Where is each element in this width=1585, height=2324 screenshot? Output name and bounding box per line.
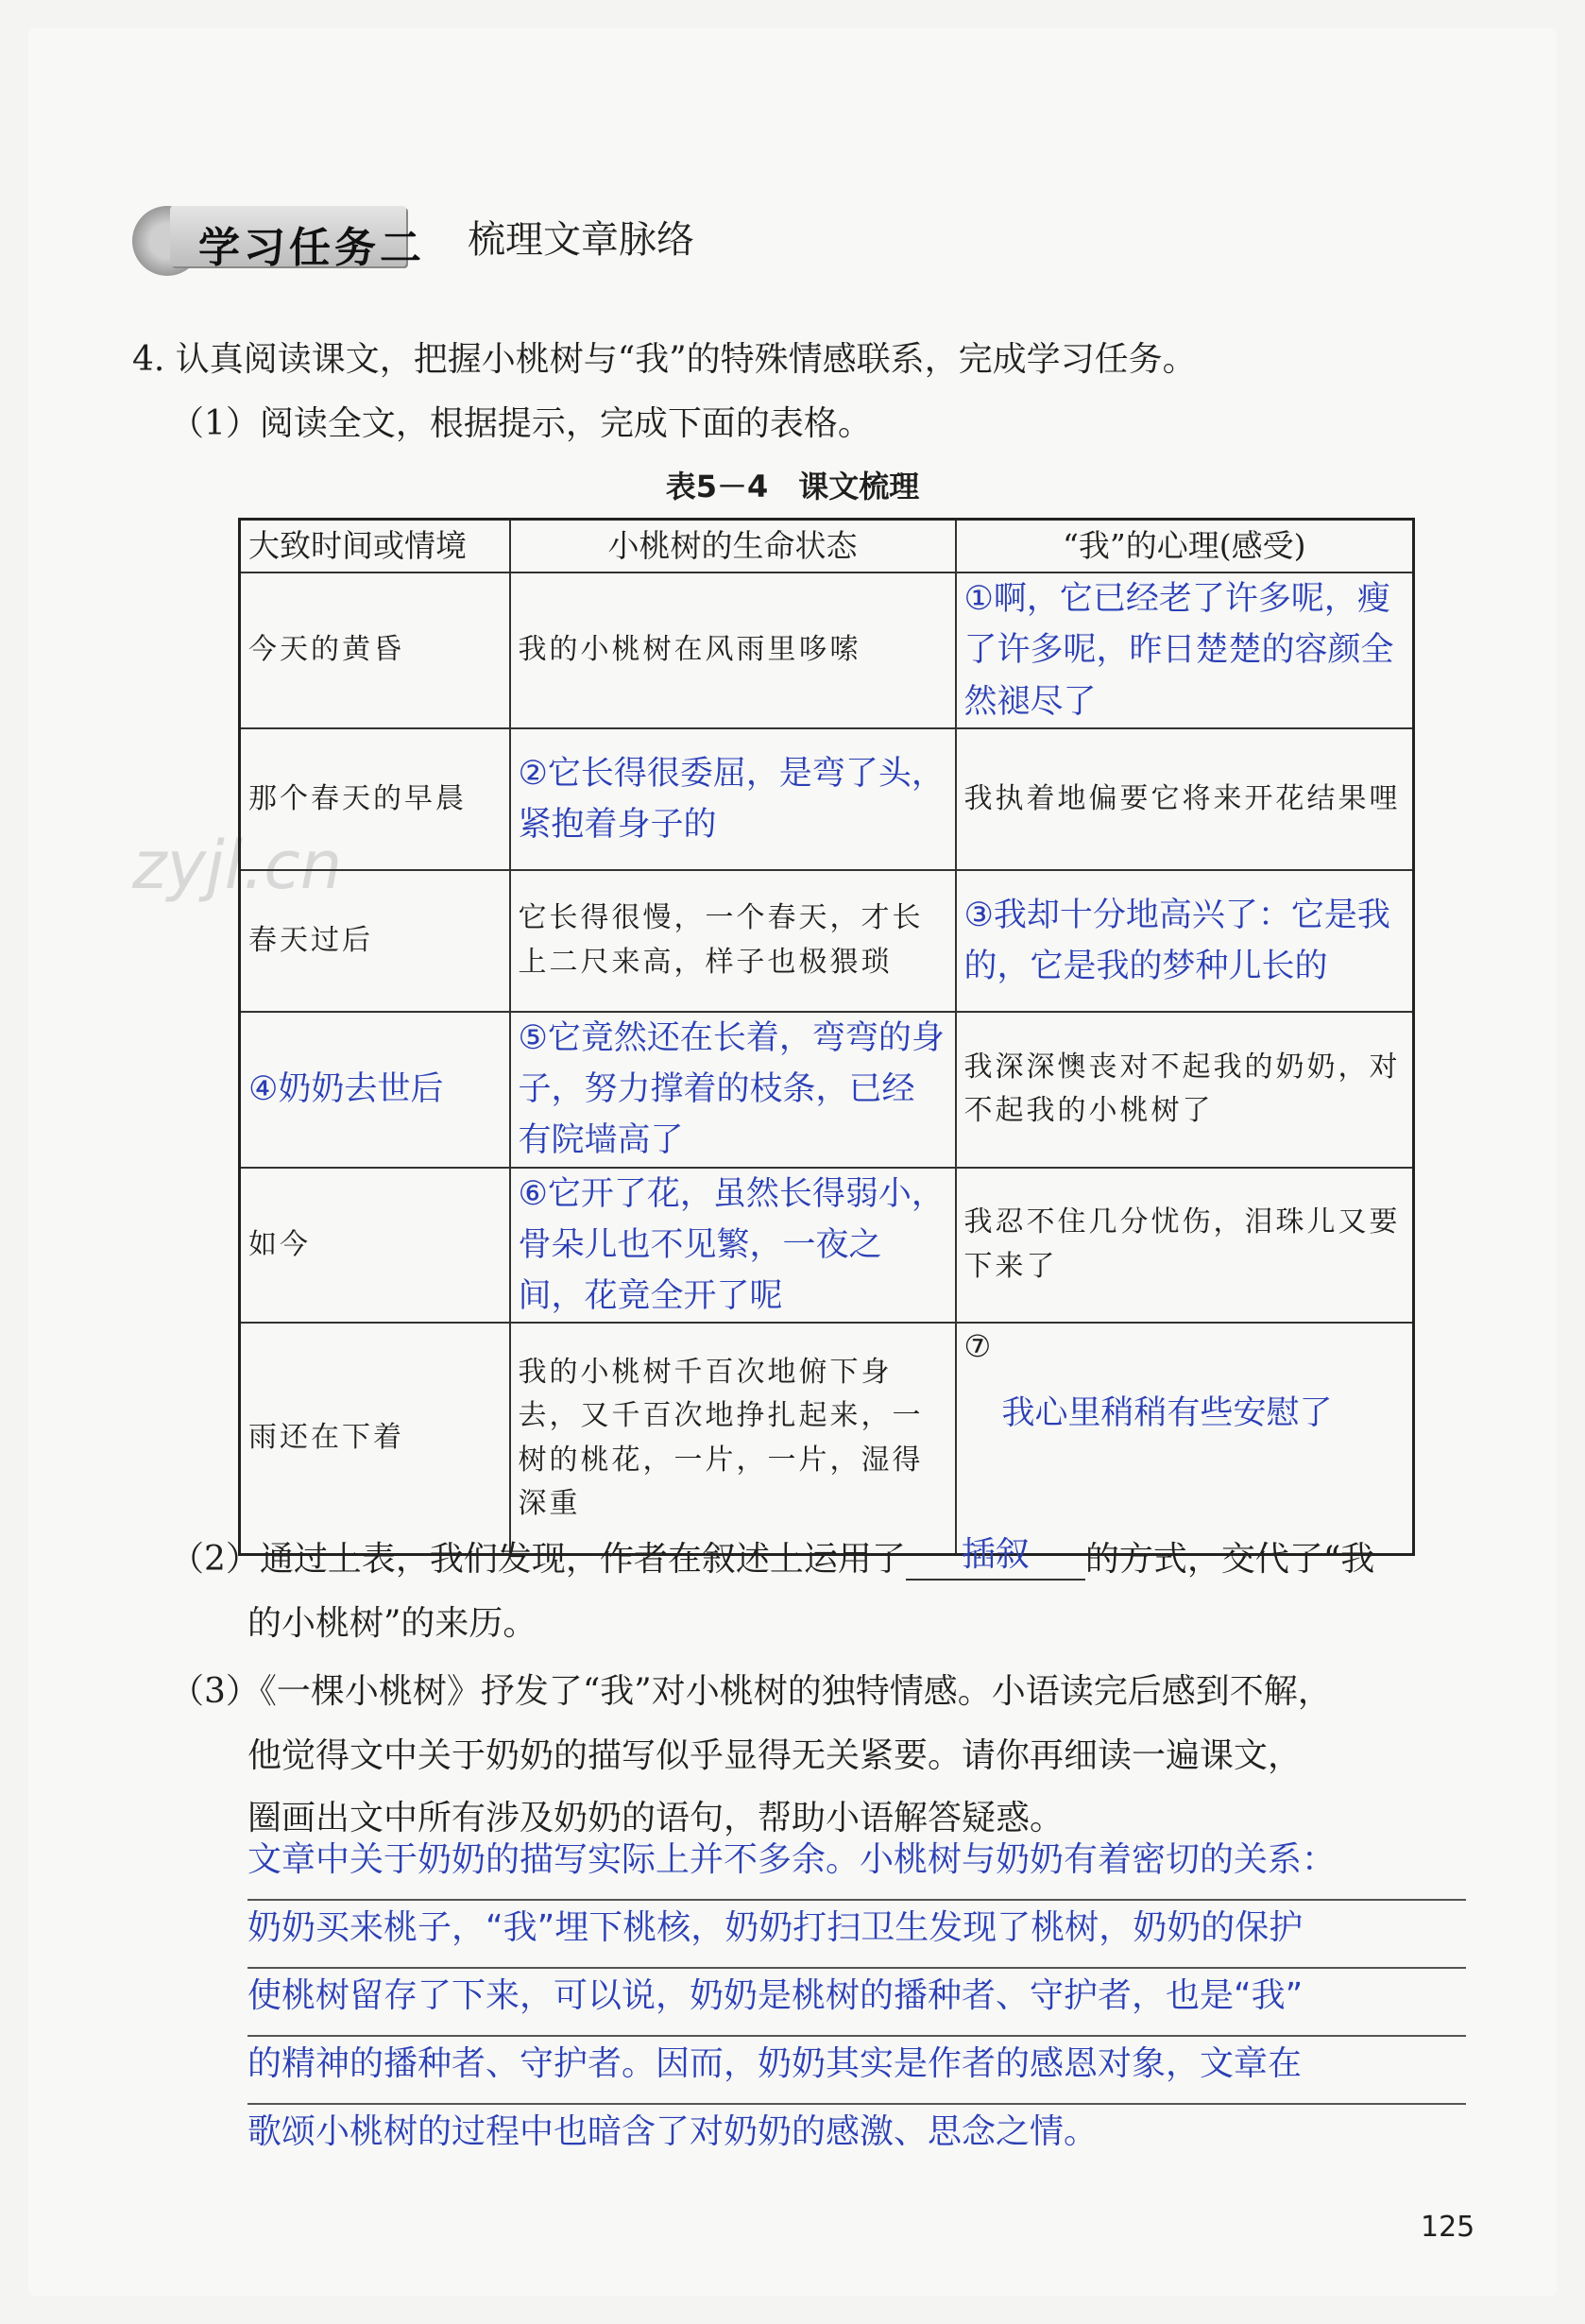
cell-number: ⑦ (963, 1328, 992, 1365)
cell-state-text: ⑥它开了花，虽然长得弱小，骨朵儿也不见繁，一夜之间，花竟全开了呢 (518, 1174, 945, 1315)
table-header-row (240, 520, 1414, 573)
cell-feeling-text: 我心里稍稍有些安慰了 (1001, 1393, 1333, 1432)
question-4: 4. 认真阅读课文，把握小桃树与“我”的特殊情感联系，完成学习任务。 (132, 340, 1197, 379)
cell-feeling-text: 我忍不住几分忧伤，泪珠儿又要下来了 (963, 1205, 1401, 1283)
cell-feeling-text: 我深深懊丧对不起我的奶奶，对不起我的小桃树了 (963, 1050, 1401, 1128)
cell-state (510, 572, 956, 728)
cell-feeling-text: ①啊，它已经老了许多呢，瘦了许多呢，昨日楚楚的容颜全然褪尽了 (963, 580, 1394, 721)
cell-state (510, 1168, 956, 1324)
cell-time (240, 1323, 510, 1554)
sub-question-3-line2: 他觉得文中关于奶奶的描写似乎显得无关紧要。请你再细读一遍课文， (247, 1736, 1303, 1775)
cell-feeling (956, 1012, 1414, 1168)
cell-state-text: 它长得很慢，一个春天，才长上二尺来高，样子也极猥琐 (518, 901, 924, 979)
cell-time (240, 870, 510, 1012)
cell-time (240, 1168, 510, 1324)
cell-feeling (956, 1168, 1414, 1324)
cell-time-text: 那个春天的早晨 (248, 781, 467, 815)
cell-time (240, 728, 510, 870)
section-banner (132, 200, 425, 274)
cell-feeling-text: 我执着地偏要它将来开花结果哩 (963, 781, 1401, 815)
table-caption: 表5－4 课文梳理 (665, 469, 920, 504)
table-row (240, 870, 1414, 1012)
section-title: 梳理文章脉络 (468, 218, 694, 262)
sub-question-3-line1: （3）《一棵小桃树》抒发了“我”对小桃树的独特情感。小语读完后感到不解， (170, 1672, 1332, 1711)
cell-time (240, 1012, 510, 1168)
cell-feeling (956, 572, 1414, 728)
cell-time-text: 春天过后 (248, 923, 373, 957)
answer-line: 歌颂小桃树的过程中也暗含了对奶奶的感激、思念之情。 (247, 2112, 1099, 2151)
sub2-before: （2）通过上表，我们发现，作者在叙述上运用了 (170, 1540, 906, 1579)
answer-line: 的精神的播种者、守护者。因而，奶奶其实是作者的感恩对象，文章在 (247, 2037, 1466, 2105)
cell-state-text: ⑤它竟然还在长着，弯弯的身子，努力撑着的枝条，已经有院墙高了 (518, 1018, 945, 1160)
table-row (240, 1323, 1414, 1554)
section-badge: 学习任务二 (198, 224, 425, 272)
cell-feeling (956, 870, 1414, 1012)
watermark: zyjl.cn (132, 827, 343, 904)
table-row (240, 572, 1414, 728)
cell-state-text: 我的小桃树千百次地俯下身去，又千百次地挣扎起来，一树的桃花，一片，一片，湿得深重 (518, 1355, 924, 1520)
answer-blank[interactable] (906, 1535, 1085, 1581)
cell-feeling-text: ③我却十分地高兴了：它是我的，它是我的梦种儿长的 (963, 896, 1390, 985)
cell-state (510, 728, 956, 870)
answer-line: 使桃树留存了下来，可以说，奶奶是桃树的播种者、守护者，也是“我” (247, 1969, 1466, 2037)
cell-time (240, 572, 510, 728)
cell-state (510, 1323, 956, 1554)
sub-question-1: （1）阅读全文，根据提示，完成下面的表格。 (170, 404, 872, 443)
sub2-after: 的方式，交代了“我 (1084, 1540, 1375, 1579)
cell-state (510, 1012, 956, 1168)
answer-line: 奶奶买来桃子，“我”埋下桃核，奶奶打扫卫生发现了桃树，奶奶的保护 (247, 1901, 1466, 1969)
sub-question-2 (170, 1532, 1374, 1581)
outline-table (238, 518, 1415, 1556)
cell-state-text: ②它长得很委屈，是弯了头，紧抱着身子的 (518, 754, 945, 844)
header-state: 小桃树的生命状态 (510, 520, 956, 573)
answer-line: 文章中关于奶奶的描写实际上并不多余。小桃树与奶奶有着密切的关系： (247, 1833, 1466, 1901)
cell-state (510, 870, 956, 1012)
sub-question-2-line2: 的小桃树”的来历。 (247, 1604, 537, 1643)
cell-feeling (956, 728, 1414, 870)
cell-time-text: 雨还在下着 (248, 1421, 404, 1455)
answer-blank-text: 插叙 (961, 1535, 1030, 1574)
page-number: 125 (1421, 2211, 1475, 2244)
cell-time-text: ④奶奶去世后 (248, 1070, 444, 1108)
header-time: 大致时间或情境 (240, 520, 510, 573)
answer-3 (247, 1833, 1466, 2171)
sub-question-3-line3: 圈画出文中所有涉及奶奶的语句，帮助小语解答疑惑。 (247, 1799, 1065, 1837)
table-row (240, 1012, 1414, 1168)
cell-feeling (956, 1323, 1414, 1554)
cell-time-text: 今天的黄昏 (248, 633, 404, 667)
table-row (240, 1168, 1414, 1324)
table-row (240, 728, 1414, 870)
header-feeling: “我”的心理(感受) (956, 520, 1414, 573)
cell-time-text: 如今 (248, 1227, 311, 1261)
cell-state-text: 我的小桃树在风雨里哆嗦 (518, 633, 861, 667)
